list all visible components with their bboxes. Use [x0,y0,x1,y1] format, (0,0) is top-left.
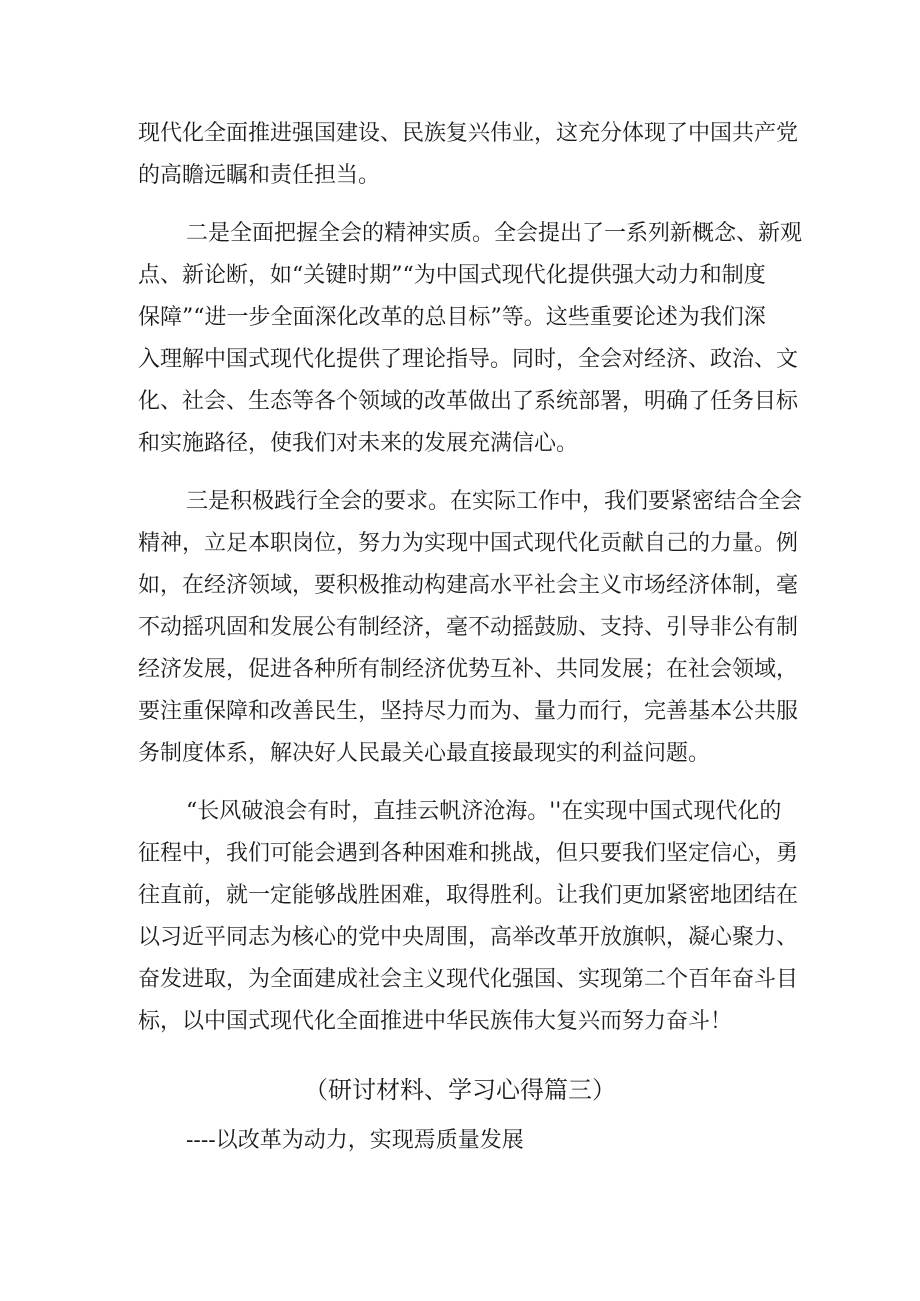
paragraph-1-line-2: 的高瞻远瞩和责任担当。 [138,163,381,188]
paragraph-3-line-6: 要注重保障和改善民生，坚持尽力而为、量力而行，完善基本公共服 [138,699,799,724]
paragraph-4-line-6: 标，以中国式现代化全面推进中华民族伟大复兴而努力奋斗！ [138,1009,733,1034]
paragraph-2-line-3: 保障”“进一步全面深化改革的总目标”等。这些重要论述为我们深 [138,305,766,330]
paragraph-3-line-3: 如，在经济领域，要积极推动构建高水平社会主义市场经济体制，毫 [138,573,799,598]
paragraph-4-line-5: 奋发进取，为全面建成社会主义现代化强国、实现第二个百年奋斗目 [138,967,799,992]
paragraph-3-line-1: 三是积极践行全会的要求。在实际工作中，我们要紧密结合全会 [186,489,803,514]
paragraph-2-line-6: 和实施路径，使我们对未来的发展充满信心。 [138,431,579,456]
paragraph-3-line-5: 经济发展，促进各种所有制经济优势互补、共同发展；在社会领域， [138,657,799,682]
paragraph-4-line-3: 往直前，就一定能够战胜困难，取得胜利。让我们更加紧密地团结在 [138,883,799,908]
paragraph-2-line-1: 二是全面把握全会的精神实质。全会提出了一系列新概念、新观 [186,221,803,246]
section-subtitle: ----以改革为动力，实现焉质量发展 [186,1128,524,1153]
paragraph-4-line-2: 征程中，我们可能会遇到各种困难和挑战，但只要我们坚定信心，勇 [138,841,799,866]
paragraph-1-line-1: 现代化全面推进强国建设、民族复兴伟业，这充分体现了中国共产党 [138,121,799,146]
paragraph-2-line-5: 化、社会、生态等各个领域的改革做出了系统部署，明确了任务目标 [138,389,799,414]
paragraph-2-line-4: 入理解中国式现代化提供了理论指导。同时，全会对经济、政治、文 [138,347,799,372]
paragraph-2-line-2: 点、新论断，如“关键时期”“为中国式现代化提供强大动力和制度 [138,263,766,288]
paragraph-3-line-7: 务制度体系，解决好人民最关心最直接最现实的利益问题。 [138,741,711,766]
paragraph-3-line-4: 不动摇巩固和发展公有制经济，毫不动摇鼓励、支持、引导非公有制 [138,615,799,640]
paragraph-4-line-1: “长风破浪会有时，直挂云帆济沧海。''在实现中国式现代化的 [186,799,782,824]
paragraph-3-line-2: 精神，立足本职岗位，努力为实现中国式现代化贡献自己的力量。例 [138,531,799,556]
paragraph-4-line-4: 以习近平同志为核心的党中央周围，高举改革开放旗帜，凝心聚力、 [138,925,799,950]
section-heading: （研讨材料、学习心得篇三） [304,1076,616,1104]
